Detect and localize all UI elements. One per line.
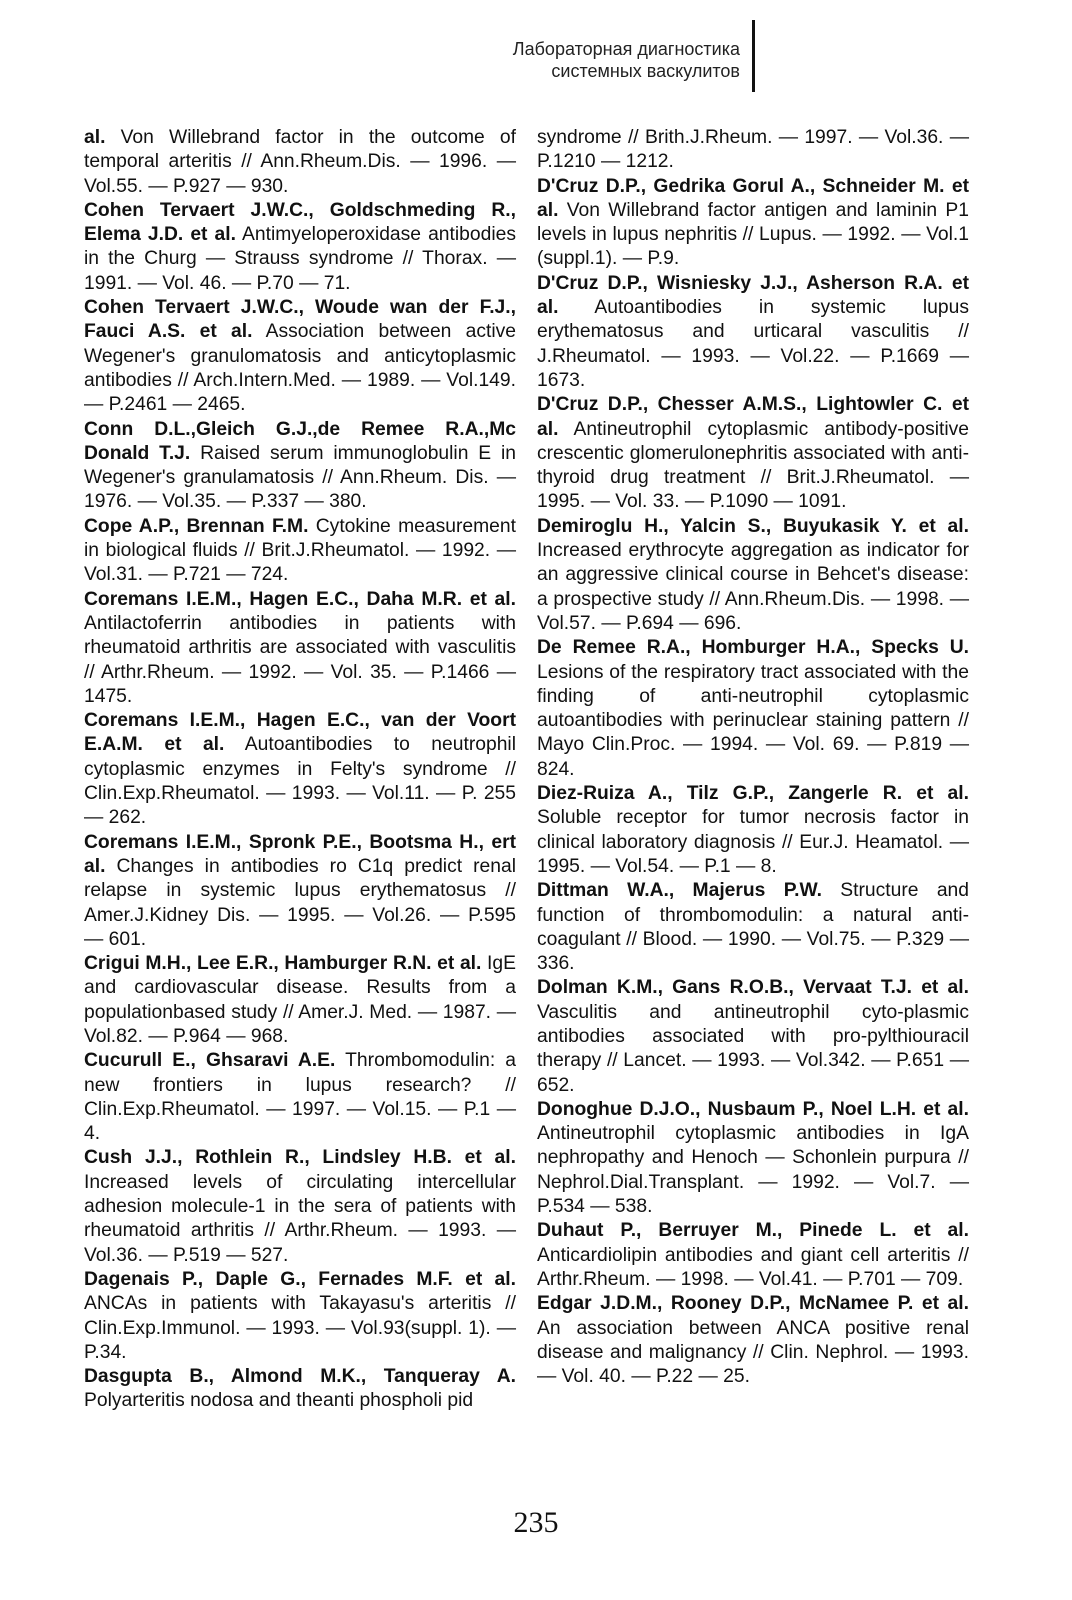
running-header-line-1: Лабораторная диагностика <box>512 39 740 59</box>
reference-text: ANCAs in patients with Takayasu's arteritis // Clin.Exp.Immunol. — 1993. — Vol.93(suppl. 1). — P.34. <box>84 1293 516 1363</box>
reference-entry <box>84 1146 516 1267</box>
reference-entry <box>537 272 969 393</box>
reference-text: Von Willebrand factor antigen and laminin P1 levels in lupus nephritis // Lupus. — 1992. — Vol.1 (suppl.1). — P.9. <box>537 199 969 270</box>
reference-text: Autoantibodies to neutrophil cytoplasmic enzymes in Felty's syndrome // Clin.Exp.Rheumatol. — 1993. — Vol.11. — P. 255 — 262. <box>84 734 516 829</box>
reference-text: Association between active Wegener's granulomatosis and anticytoplasmic antibodies // Arch.Intern.Med. — 1989. — Vol.149. — P.2461 — 2465. <box>84 321 517 416</box>
reference-authors: Donoghue D.J.O., Nusbaum P., Noel L.H. et al. <box>537 1098 969 1120</box>
reference-entry <box>84 831 516 952</box>
reference-text: Raised serum immunoglobulin E in Wegener's granulamatosis // Ann.Rheum. Dis. — 1976. — Vol.35. — P.337 — 380. <box>84 442 516 513</box>
reference-entry <box>537 636 969 782</box>
reference-authors: Duhaut P., Berruyer M., Pinede L. et al. <box>537 1220 969 1242</box>
reference-text: Cytokine measurement in biological fluids // Brit.J.Rheumatol. — 1992. — Vol.31. — P.721 — 724. <box>84 515 516 586</box>
reference-entry <box>537 1292 969 1389</box>
reference-authors: D'Cruz D.P., Wisniesky J.J., Asherson R.A. et al. <box>537 272 969 319</box>
reference-authors: De Remee R.A., Homburger H.A., Specks U. <box>537 637 969 659</box>
reference-entry <box>537 976 969 1097</box>
header-vertical-rule <box>752 20 755 92</box>
reference-entry <box>84 952 516 1049</box>
reference-entry <box>537 393 969 514</box>
reference-authors: al. <box>84 127 106 148</box>
reference-text: Thrombomodulin: a new frontiers in lupus research? // Clin.Exp.Rheumatol. — 1997. — Vol.15. — P.1 — 4. <box>84 1050 516 1145</box>
running-header-line-2: системных васкулитов <box>551 61 740 81</box>
reference-text: IgE and cardiovascular disease. Results from a populationbased study // Amer.J. Med. — 1987. — Vol.82. — P.964 — 968. <box>84 953 516 1047</box>
reference-authors: D'Cruz D.P., Chesser A.M.S., Lightowler C. et al. <box>537 394 969 440</box>
reference-text: Antineutrophil cytoplasmic antibodies in IgA nephropathy and Henoch — Schonlein purpura // Nephrol.Dial.Transplant. — 1992. — Vol.7. — P.534 — 538. <box>537 1123 969 1218</box>
reference-entry <box>537 782 969 879</box>
reference-entry <box>537 879 969 976</box>
reference-entry <box>84 199 516 296</box>
reference-authors: Cope A.P., Brennan F.M. <box>84 515 309 537</box>
reference-text: Anticardiolipin antibodies and giant cell arteritis // Arthr.Rheum. — 1998. — Vol.41. — P.701 — 709. <box>537 1244 969 1290</box>
reference-authors: Cush J.J., Rothlein R., Lindsley H.B. et al. <box>84 1147 516 1169</box>
reference-entry <box>84 418 516 515</box>
reference-text: Changes in antibodies ro C1q predict renal relapse in systemic lupus erythematosus // Amer.J.Kidney Dis. — 1995. — Vol.26. — P.595 — 601. <box>84 855 516 950</box>
reference-authors: Diez-Ruiza A., Tilz G.P., Zangerle R. et al. <box>537 783 969 805</box>
reference-entry <box>537 1098 969 1219</box>
reference-entry <box>84 126 516 199</box>
reference-text: Increased levels of circulating intercellular adhesion molecule-1 in the sera of patients with rheumatoid arthritis // Arthr.Rheum. — 1993. — Vol.36. — P.519 — 527. <box>84 1171 516 1266</box>
reference-authors: Cohen Tervaert J.W.C., Goldschmeding R., Elema J.D. et al. <box>84 199 516 246</box>
reference-text: An association between ANCA positive renal disease and malignancy // Clin. Nephrol. — 1993. — Vol. 40. — P.22 — 25. <box>537 1317 969 1388</box>
reference-authors: Dittman W.A., Majerus P.W. <box>537 880 822 902</box>
reference-text: syndrome // Brith.J.Rheum. — 1997. — Vol.36. — P.1210 — 1212. <box>537 127 969 173</box>
reference-authors: Dasgupta B., Almond M.K., Tanqueray A. <box>84 1366 516 1388</box>
reference-entry <box>84 709 516 830</box>
reference-authors: Demiroglu H., Yalcin S., Buyukasik Y. et al. <box>537 515 969 537</box>
reference-authors: Coremans I.E.M., Spronk P.E., Bootsma H., ert al. <box>84 831 516 877</box>
reference-text: Lesions of the respiratory tract associated with the finding of anti-neutrophil cytoplasmic autoantibodies with perinuclear staining pattern // Mayo Clin.Proc. — 1994. — Vol. 69. — P.819 — 824. <box>537 661 969 780</box>
reference-entry <box>84 588 516 709</box>
reference-text: Polyarteritis nodosa and theanti phospholi pid <box>84 1390 474 1412</box>
reference-entry <box>84 296 516 417</box>
reference-text: Antineutrophil cytoplasmic antibody-positive crescentic glomerulonephritis associated with anti-thyroid drug treatment // Brit.J.Rheumatol. — 1995. — Vol. 33. — P.1090 — 1091. <box>537 418 969 513</box>
reference-text: Soluble receptor for tumor necrosis factor in clinical laboratory diagnosis // Eur.J. Heamatol. — 1995. — Vol.54. — P.1 — 8. <box>537 807 969 877</box>
running-header <box>420 38 740 82</box>
right-column <box>537 126 969 1389</box>
reference-entry <box>84 1049 516 1146</box>
reference-authors: Dolman K.M., Gans R.O.B., Vervaat T.J. et al. <box>537 977 969 999</box>
reference-authors: Cohen Tervaert J.W.C., Woude wan der F.J., Fauci A.S. et al. <box>84 297 516 343</box>
reference-text: Structure and function of thrombomodulin: a natural anti-coagulant // Blood. — 1990. — Vol.75. — P.329 — 336. <box>537 880 969 975</box>
reference-text: Antilactoferrin antibodies in patients with rheumatoid arthritis are associated with vasculitis // Arthr.Rheum. — 1992. — Vol. 35. — P.1466 — 1475. <box>84 612 516 707</box>
reference-text: Von Willebrand factor in the outcome of temporal arteritis // Ann.Rheum.Dis. — 1996. — Vol.55. — P.927 — 930. <box>84 127 516 197</box>
reference-entry <box>537 515 969 636</box>
reference-authors: Coremans I.E.M., Hagen E.C., Daha M.R. et al. <box>84 588 516 610</box>
reference-entry <box>537 1219 969 1292</box>
reference-text: Increased erythrocyte aggregation as indicator for an aggressive clinical course in Behcet's disease: a prospective study // Ann.Rheum.Dis. — 1998. — Vol.57. — P.694 — 696. <box>537 540 969 634</box>
reference-authors: Edgar J.D.M., Rooney D.P., McNamee P. et al. <box>537 1293 969 1315</box>
reference-authors: Coremans I.E.M., Hagen E.C., van der Voort E.A.M. et al. <box>84 710 516 756</box>
reference-entry <box>537 126 969 175</box>
reference-text: Vasculitis and antineutrophil cyto-plasmic antibodies associated with pro-pylthiouracil therapy // Lancet. — 1993. — Vol.342. — P.651 — 652. <box>537 1001 969 1096</box>
reference-entry <box>84 1365 516 1414</box>
reference-entry <box>537 175 969 272</box>
reference-text: Antimyeloperoxidase antibodies in the Churg — Strauss syndrome // Thorax. — 1991. — Vol. 46. — P.70 — 71. <box>84 224 516 294</box>
reference-text: Autoantibodies in systemic lupus erythematosus and urticaral vasculitis // J.Rheumatol. — 1993. — Vol.22. — P.1669 — 1673. <box>537 297 969 391</box>
page-number: 235 <box>513 1506 559 1539</box>
reference-authors: Dagenais P., Daple G., Fernades M.F. et al. <box>84 1268 516 1290</box>
left-column <box>84 126 516 1414</box>
reference-entry <box>84 1268 516 1365</box>
reference-authors: Crigui M.H., Lee E.R., Hamburger R.N. et al. <box>84 953 482 975</box>
reference-authors: D'Cruz D.P., Gedrika Gorul A., Schneider M. et al. <box>537 175 969 221</box>
reference-authors: Cucurull E., Ghsaravi A.E. <box>84 1050 336 1072</box>
reference-entry <box>84 515 516 588</box>
reference-authors: Conn D.L.,Gleich G.J.,de Remee R.A.,Mc Donald T.J. <box>84 418 516 464</box>
